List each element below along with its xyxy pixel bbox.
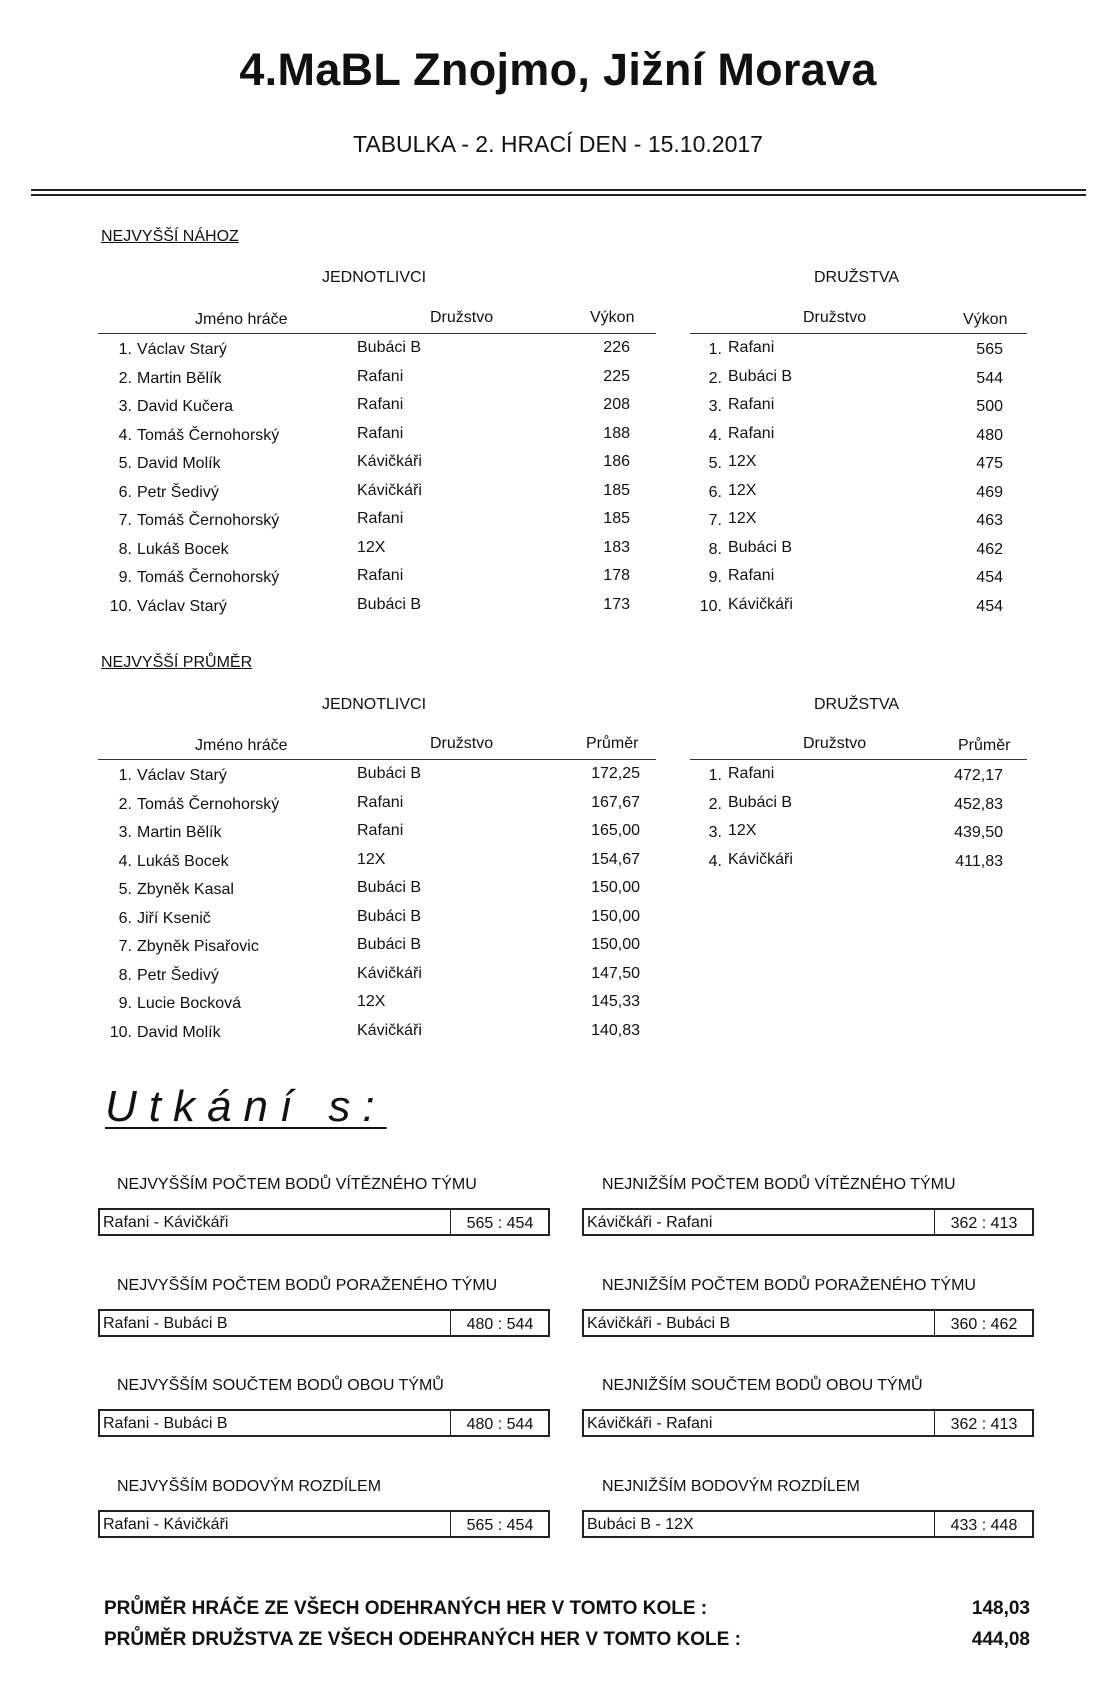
team-name: Bubáci B: [728, 793, 793, 811]
team-name: 12X: [357, 993, 386, 1010]
value: 145,33: [591, 993, 640, 1010]
match-category-label: NEJNIŽŠÍM BODOVÝM ROZDÍLEM: [602, 1477, 860, 1495]
rank: 2.: [708, 369, 722, 387]
score-divider: [934, 1512, 935, 1536]
value: 178: [603, 567, 630, 584]
value: 185: [603, 481, 630, 499]
value: 463: [976, 512, 1003, 529]
team-name: Rafani: [357, 822, 404, 839]
column-header-team: Družstvo: [430, 309, 494, 326]
score-divider: [450, 1210, 451, 1234]
value: 500: [976, 398, 1003, 415]
score-divider: [450, 1311, 451, 1335]
team-name: 12X: [728, 481, 757, 499]
value: 150,00: [591, 936, 640, 953]
player-name: Tomáš Černohorský: [137, 426, 280, 444]
teams-heading: DRUŽSTVA: [814, 696, 900, 713]
match-category-label: NEJVYŠŠÍM POČTEM BODŮ PORAŽENÉHO TÝMU: [117, 1276, 498, 1294]
player-name: Lukáš Bocek: [137, 852, 229, 870]
team-name: Kávičkáři: [357, 1021, 422, 1039]
match-score: 360 : 462: [950, 1315, 1018, 1333]
rank: 2.: [118, 795, 132, 813]
value: 454: [976, 569, 1003, 586]
team-name: 12X: [357, 850, 386, 868]
match-teams: Rafani - Kávičkáři: [103, 1515, 229, 1533]
match-teams: Kávičkáři - Bubáci B: [587, 1314, 731, 1332]
table-header-rule: [98, 333, 656, 334]
rank: 9.: [118, 569, 132, 586]
score-divider: [934, 1311, 935, 1335]
rank: 6.: [708, 483, 722, 501]
value: 225: [603, 367, 630, 385]
team-name: Rafani: [728, 396, 775, 413]
rank: 5.: [708, 455, 722, 472]
team-name: Rafani: [357, 424, 404, 442]
team-name: Bubáci B: [357, 879, 422, 896]
match-teams: Kávičkáři - Rafani: [587, 1415, 713, 1432]
match-score: 433 : 448: [950, 1516, 1018, 1534]
team-name: Kávičkáři: [728, 595, 793, 613]
value: 469: [976, 483, 1003, 501]
column-header-team: Družstvo: [430, 735, 494, 752]
rank: 10.: [109, 597, 132, 615]
team-name: Bubáci B: [728, 538, 793, 556]
team-name: Bubáci B: [357, 907, 422, 925]
matches-heading: Utkání s:: [105, 1082, 387, 1131]
team-name: Rafani: [728, 567, 775, 584]
value: 154,67: [591, 850, 640, 868]
team-name: 12X: [728, 510, 757, 527]
value: 150,00: [591, 907, 640, 925]
match-score: 362 : 413: [950, 1215, 1018, 1232]
column-header-value: Výkon: [963, 311, 1008, 328]
rank: 10.: [109, 1023, 132, 1041]
value: 480: [976, 426, 1003, 444]
rank: 6.: [118, 483, 132, 501]
column-header-value: Průměr: [586, 735, 639, 752]
team-name: Rafani: [728, 424, 775, 442]
player-average-value: 148,03: [971, 1598, 1030, 1619]
rank: 2.: [118, 369, 132, 387]
team-name: Kávičkáři: [728, 850, 793, 868]
team-name: 12X: [728, 453, 757, 470]
match-category-label: NEJNIŽŠÍM SOUČTEM BODŮ OBOU TÝMŮ: [602, 1377, 923, 1394]
player-name: Tomáš Černohorský: [137, 795, 280, 813]
rank: 6.: [118, 909, 132, 927]
player-name: Martin Bělík: [137, 824, 222, 841]
match-score: 480 : 544: [466, 1416, 534, 1433]
value: 173: [603, 595, 630, 613]
match-category-label: NEJNIŽŠÍM POČTEM BODŮ VÍTĚZNÉHO TÝMU: [602, 1176, 956, 1193]
match-teams: Rafani - Bubáci B: [103, 1415, 228, 1432]
value: 452,83: [954, 795, 1003, 813]
rank: 4.: [708, 852, 722, 870]
teams-heading: DRUŽSTVA: [814, 269, 900, 286]
value: 472,17: [954, 767, 1003, 784]
team-name: Kávičkáři: [357, 964, 422, 982]
value: 150,00: [591, 879, 640, 896]
rank: 3.: [118, 398, 132, 415]
score-divider: [934, 1411, 935, 1435]
rank: 9.: [708, 569, 722, 586]
match-category-label: NEJVYŠŠÍM POČTEM BODŮ VÍTĚZNÉHO TÝMU: [117, 1176, 477, 1193]
rank: 1.: [708, 767, 722, 784]
value: 167,67: [591, 793, 640, 811]
team-name: Rafani: [728, 339, 775, 356]
match-score: 565 : 454: [466, 1516, 534, 1534]
column-header-team: Družstvo: [803, 309, 867, 326]
player-name: Petr Šedivý: [137, 483, 219, 501]
rank: 8.: [708, 540, 722, 558]
player-name: Tomáš Černohorský: [137, 512, 280, 529]
rank: 5.: [118, 881, 132, 898]
match-result-box: [98, 1510, 550, 1538]
value: 439,50: [954, 824, 1003, 841]
player-name: Tomáš Černohorský: [137, 569, 280, 586]
rank: 7.: [708, 512, 722, 529]
value: 140,83: [591, 1021, 640, 1039]
player-name: David Kučera: [137, 398, 234, 415]
team-average-label: PRŮMĚR DRUŽSTVA ZE VŠECH ODEHRANÝCH HER V TOMTO KOLE :: [104, 1629, 741, 1650]
value: 411,83: [955, 852, 1003, 870]
team-name: Rafani: [357, 567, 404, 584]
rank: 8.: [118, 966, 132, 984]
value: 208: [603, 396, 630, 413]
player-name: Václav Starý: [137, 767, 227, 784]
match-result-box: [98, 1409, 550, 1437]
rank: 1.: [708, 341, 722, 358]
team-name: Rafani: [357, 510, 404, 527]
score-divider: [934, 1210, 935, 1234]
rank: 3.: [708, 824, 722, 841]
player-name: Zbyněk Pisařovic: [137, 938, 259, 955]
team-name: Bubáci B: [357, 765, 422, 782]
rank: 7.: [118, 512, 132, 529]
page-subtitle: TABULKA - 2. HRACÍ DEN - 15.10.2017: [353, 131, 763, 157]
value: 186: [603, 453, 630, 470]
value: 172,25: [591, 765, 640, 782]
match-result-box: [98, 1208, 550, 1236]
table-header-rule: [98, 759, 656, 760]
page-title: 4.MaBL Znojmo, Jižní Morava: [239, 44, 877, 95]
team-name: Bubáci B: [357, 595, 422, 613]
match-result-box: [582, 1510, 1034, 1538]
match-teams: Kávičkáři - Rafani: [587, 1214, 713, 1231]
individuals-heading: JEDNOTLIVCI: [322, 696, 427, 713]
individuals-heading: JEDNOTLIVCI: [322, 269, 427, 286]
team-name: Bubáci B: [357, 339, 422, 356]
match-result-box: [582, 1208, 1034, 1236]
player-name: Václav Starý: [137, 597, 227, 615]
rank: 3.: [708, 398, 722, 415]
rank: 2.: [708, 795, 722, 813]
rank: 1.: [118, 341, 132, 358]
section-heading-prumer: NEJVYŠŠÍ PRŮMĚR: [101, 654, 253, 671]
column-header-name: Jméno hráče: [195, 311, 288, 328]
rank: 4.: [118, 426, 132, 444]
section-heading-nahoz: NEJVYŠŠÍ NÁHOZ: [101, 228, 239, 245]
player-name: Martin Bělík: [137, 369, 222, 387]
match-category-label: NEJVYŠŠÍM SOUČTEM BODŮ OBOU TÝMŮ: [117, 1377, 444, 1394]
rank: 5.: [118, 455, 132, 472]
column-header-name: Jméno hráče: [195, 737, 288, 754]
header-divider: [31, 189, 1086, 191]
value: 188: [603, 424, 630, 442]
table-header-rule: [690, 333, 1027, 334]
player-name: Jiří Ksenič: [137, 909, 211, 927]
value: 183: [603, 538, 630, 556]
rank: 8.: [118, 540, 132, 558]
rank: 10.: [699, 597, 722, 615]
value: 165,00: [591, 822, 640, 839]
score-divider: [450, 1512, 451, 1536]
column-header-team: Družstvo: [803, 735, 867, 752]
rank: 7.: [118, 938, 132, 955]
match-teams: Rafani - Bubáci B: [103, 1314, 228, 1332]
player-name: Václav Starý: [137, 341, 227, 358]
rank: 3.: [118, 824, 132, 841]
team-name: Bubáci B: [728, 367, 793, 385]
team-name: 12X: [728, 822, 757, 839]
rank: 1.: [118, 767, 132, 784]
score-divider: [450, 1411, 451, 1435]
match-teams: Bubáci B - 12X: [587, 1515, 694, 1533]
column-header-value: Výkon: [590, 309, 635, 326]
team-name: Kávičkáři: [357, 453, 422, 470]
team-name: Rafani: [357, 793, 404, 811]
player-name: David Molík: [137, 455, 221, 472]
value: 462: [976, 540, 1003, 558]
player-name: David Molík: [137, 1023, 221, 1041]
rank: 4.: [708, 426, 722, 444]
header-divider: [31, 194, 1086, 196]
team-name: Rafani: [728, 765, 775, 782]
match-score: 480 : 544: [466, 1315, 534, 1333]
rank: 4.: [118, 852, 132, 870]
match-result-box: [582, 1309, 1034, 1337]
match-category-label: NEJVYŠŠÍM BODOVÝM ROZDÍLEM: [117, 1477, 382, 1495]
match-result-box: [98, 1309, 550, 1337]
value: 565: [976, 341, 1003, 358]
team-name: 12X: [357, 538, 386, 556]
value: 475: [976, 455, 1003, 472]
match-score: 565 : 454: [466, 1215, 534, 1232]
match-result-box: [582, 1409, 1034, 1437]
table-header-rule: [690, 759, 1027, 760]
rank: 9.: [118, 995, 132, 1012]
team-name: Rafani: [357, 367, 404, 385]
team-name: Rafani: [357, 396, 404, 413]
match-score: 362 : 413: [950, 1416, 1018, 1433]
player-name: Lukáš Bocek: [137, 540, 229, 558]
value: 226: [603, 339, 630, 356]
player-name: Petr Šedivý: [137, 966, 219, 984]
value: 147,50: [591, 964, 640, 982]
value: 544: [976, 369, 1003, 387]
team-name: Kávičkáři: [357, 481, 422, 499]
match-category-label: NEJNIŽŠÍM POČTEM BODŮ PORAŽENÉHO TÝMU: [602, 1276, 976, 1294]
match-teams: Rafani - Kávičkáři: [103, 1214, 229, 1231]
value: 185: [603, 510, 630, 527]
team-average-value: 444,08: [971, 1629, 1030, 1650]
team-name: Bubáci B: [357, 936, 422, 953]
player-name: Lucie Bocková: [137, 995, 242, 1012]
player-average-label: PRŮMĚR HRÁČE ZE VŠECH ODEHRANÝCH HER V TOMTO KOLE :: [104, 1598, 708, 1619]
value: 454: [976, 597, 1003, 615]
player-name: Zbyněk Kasal: [137, 881, 234, 898]
column-header-value: Průměr: [958, 737, 1011, 754]
